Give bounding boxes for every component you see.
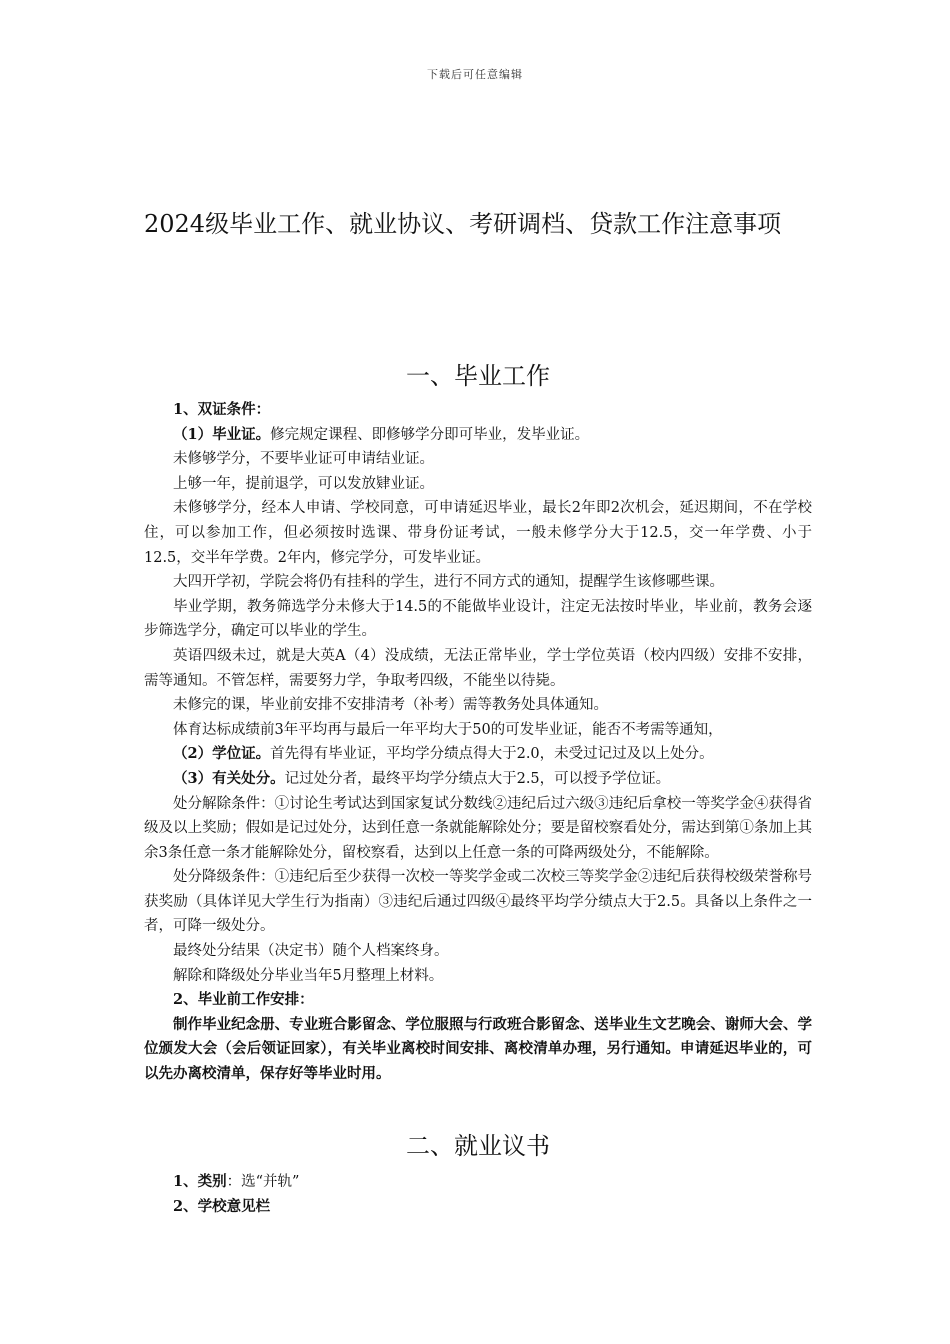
paragraph-degree: （2）学位证。首先得有毕业证，平均学分绩点得大于2.0，未受过记过及以上处分。 [173, 745, 714, 763]
paragraph: 毕业学期，教务筛选学分未修大于14.5的不能做毕业设计，注定无法按时毕业，毕业前，教务会逐步筛选学分，确定可以毕业的学生。 [144, 598, 812, 640]
section-employment-body [144, 1170, 812, 1219]
item-school-opinion: 2、学校意见栏 [173, 1197, 271, 1215]
paragraph: 未修完的课，毕业前安排不安排清考（补考）需等教务处具体通知。 [173, 697, 608, 714]
paragraph-diploma: （1）毕业证。修完规定课程、即修够学分即可毕业，发毕业证。 [173, 425, 590, 443]
page-header: 下载后可任意编辑 [427, 68, 523, 81]
paragraph: 解除和降级处分毕业当年5月整理上材料。 [173, 967, 444, 984]
section-heading-graduation: 一、毕业工作 [406, 362, 550, 390]
paragraph-pre-graduation: 制作毕业纪念册、专业班合影留念、学位服照与行政班合影留念、送毕业生文艺晚会、谢师大会、学位颁发大会（会后领证回家），有关毕业离校时间安排、离校清单办理，另行通知。申请延迟毕业的，可以先办离校清单，保存好等毕业时用。 [144, 1015, 812, 1083]
paragraph: 未修够学分，经本人申请、学校同意，可申请延迟毕业，最长2年即2次机会，延迟期间，不在学校住，可以参加工作，但必须按时选课、带身份证考试，一般未修学分大于12.5，交一年学费、小于12.5，交半年学费。2年内，修完学分，可发毕业证。 [144, 500, 812, 566]
paragraph: 上够一年，提前退学，可以发放肄业证。 [173, 475, 434, 492]
label-diploma: （1）毕业证。 [173, 425, 271, 443]
paragraph: 最终处分结果（决定书）随个人档案终身。 [173, 943, 449, 960]
paragraph: 体育达标成绩前3年平均再与最后一年平均大于50的可发毕业证，能否不考需等通知， [173, 721, 723, 738]
section-heading-employment: 二、就业议书 [406, 1132, 550, 1160]
paragraph-discipline: （3）有关处分。记过处分者，最终平均学分绩点大于2.5，可以授予学位证。 [173, 769, 671, 787]
subheading-pre-graduation: 2、毕业前工作安排： [173, 991, 314, 1009]
paragraph: 未修够学分，不要毕业证可申请结业证。 [173, 451, 434, 468]
paragraph: 大四开学初，学院会将仍有挂科的学生，进行不同方式的通知，提醒学生该修哪些课。 [173, 574, 724, 591]
label-discipline: （3）有关处分。 [173, 769, 285, 787]
label-degree: （2）学位证。 [173, 745, 271, 763]
paragraph: 处分解除条件：①讨论生考试达到国家复试分数线②违纪后过六级③违纪后拿校一等奖学金④获得省级及以上奖励；假如是记过处分，达到任意一条就能解除处分；要是留校察看处分，需达到第①条加上其余3条任意一条才能解除处分，留校察看，达到以上任意一条的可降两级处分，不能解除。 [144, 795, 812, 861]
item-category: 1、类别：选“并轨” [173, 1173, 300, 1190]
paragraph: 处分降级条件：①违纪后至少获得一次校一等奖学金或二次校三等奖学金②违纪后获得校级荣誉称号获奖励（具体详见大学生行为指南）③违纪后通过四级④最终平均学分绩点大于2.5。具备以上条件之一者，可降一级处分。 [144, 869, 812, 935]
subheading-dual-certificate: 1、双证条件： [173, 401, 271, 418]
paragraph: 英语四级未过，就是大英A（4）没成绩，无法正常毕业，学士学位英语（校内四级）安排不安排，需等通知。不管怎样，需要努力学，争取考四级，不能坐以待毙。 [144, 647, 812, 689]
section-graduation-body [144, 398, 812, 1087]
document-title: 2024级毕业工作、就业协议、考研调档、贷款工作注意事项 [144, 210, 782, 238]
